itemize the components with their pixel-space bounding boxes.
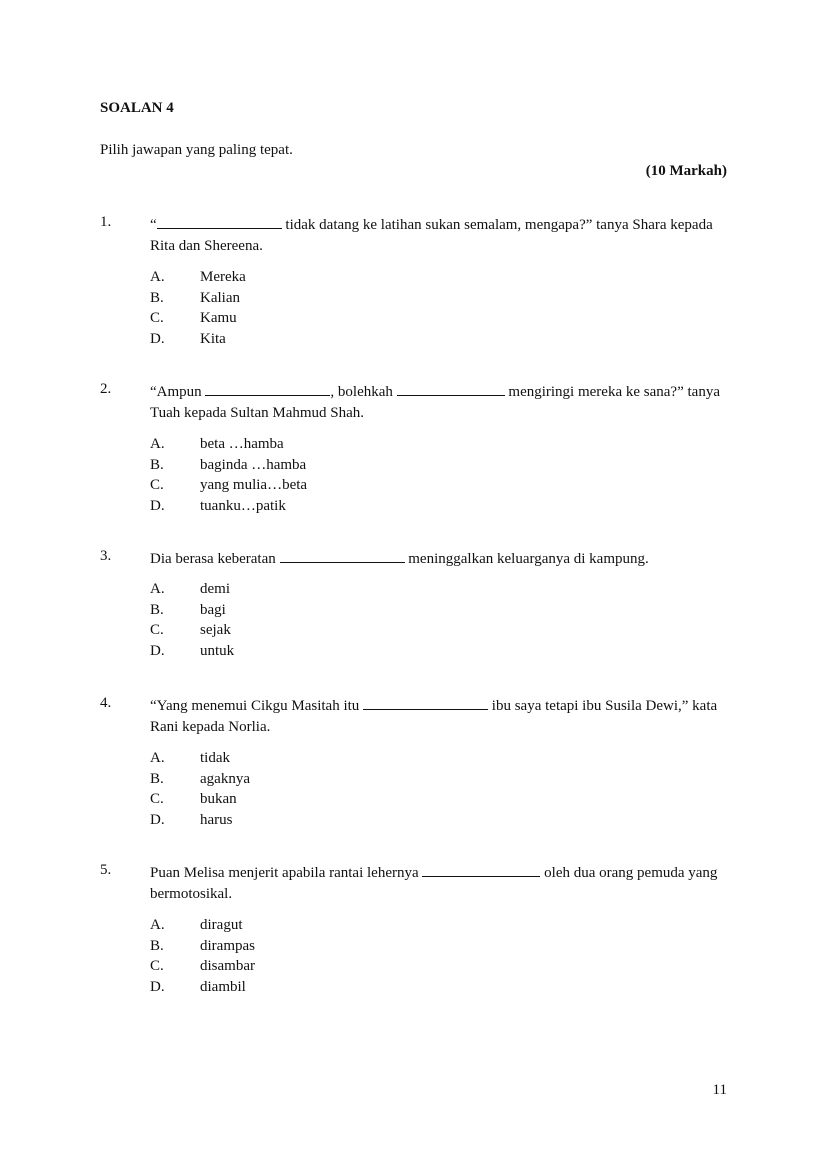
option-item	[150, 748, 550, 769]
question-text: “Yang menemui Cikgu Masitah itu ibu saya tetapi ibu Susila Dewi,” kata Rani kepada Norlia.	[150, 695, 727, 738]
question-number: 5.	[100, 862, 112, 878]
option-letter: C.	[150, 310, 164, 327]
question-text: “Ampun , bolehkah mengiringi mereka ke sana?” tanya Tuah kepada Sultan Mahmud Shah.	[150, 381, 727, 424]
option-list	[150, 434, 550, 517]
option-item	[150, 810, 550, 831]
option-letter: D.	[150, 643, 165, 660]
option-text: bukan	[200, 791, 237, 808]
question-text: Puan Melisa menjerit apabila rantai lehernya oleh dua orang pemuda yang bermotosikal.	[150, 862, 727, 905]
option-text: Mereka	[200, 269, 246, 285]
question-number: 2.	[100, 381, 112, 397]
option-text: bagi	[200, 601, 226, 618]
option-text: diambil	[200, 979, 246, 996]
option-text: dirampas	[200, 937, 255, 954]
option-list	[150, 579, 550, 662]
section-title: SOALAN 4	[100, 100, 174, 116]
answer-blank	[397, 381, 505, 396]
option-letter: C.	[150, 622, 164, 639]
option-letter: B.	[150, 601, 164, 618]
option-letter: B.	[150, 456, 164, 473]
option-letter: D.	[150, 979, 165, 996]
option-text: tidak	[200, 750, 230, 766]
option-text: disambar	[200, 958, 255, 975]
option-item	[150, 455, 550, 476]
option-letter: A.	[150, 436, 165, 452]
option-text: beta …hamba	[200, 436, 284, 452]
answer-blank	[363, 695, 488, 710]
option-letter: A.	[150, 750, 165, 766]
option-item	[150, 915, 550, 936]
option-text: diragut	[200, 917, 243, 933]
option-letter: C.	[150, 791, 164, 808]
option-letter: A.	[150, 917, 165, 933]
option-letter: D.	[150, 498, 165, 515]
option-item	[150, 956, 550, 977]
option-letter: D.	[150, 812, 165, 829]
answer-blank	[280, 548, 405, 563]
option-item	[150, 936, 550, 957]
option-text: baginda …hamba	[200, 456, 307, 473]
option-text: untuk	[200, 643, 235, 660]
answer-blank	[422, 862, 540, 877]
instruction-text: Pilih jawapan yang paling tepat.	[100, 142, 293, 158]
question-number: 3.	[100, 548, 112, 564]
answer-blank	[157, 214, 282, 229]
option-text: demi	[200, 581, 230, 597]
option-text: Kamu	[200, 310, 237, 327]
option-letter: D.	[150, 331, 165, 348]
option-letter: C.	[150, 958, 164, 975]
option-text: agaknya	[200, 770, 250, 787]
option-letter: B.	[150, 770, 164, 787]
option-letter: C.	[150, 477, 164, 494]
option-letter: B.	[150, 937, 164, 954]
option-letter: A.	[150, 269, 165, 285]
option-item	[150, 977, 550, 998]
option-text: harus	[200, 812, 233, 829]
question-number: 4.	[100, 695, 112, 711]
question-text: “ tidak datang ke latihan sukan semalam, mengapa?” tanya Shara kepada Rita dan Shereena.	[150, 214, 727, 257]
option-item	[150, 329, 550, 350]
option-item	[150, 579, 550, 600]
option-letter: B.	[150, 289, 164, 306]
option-item	[150, 769, 550, 790]
question-number: 1.	[100, 214, 112, 230]
option-item	[150, 434, 550, 455]
option-item	[150, 600, 550, 621]
option-list	[150, 748, 550, 831]
option-text: yang mulia…beta	[200, 477, 308, 494]
option-text: sejak	[200, 622, 231, 639]
marks-label: (10 Markah)	[645, 163, 727, 179]
answer-blank	[205, 381, 330, 396]
option-text: tuanku…patik	[200, 498, 286, 515]
option-text: Kita	[200, 331, 226, 348]
option-item	[150, 496, 550, 517]
option-item	[150, 267, 550, 288]
option-list	[150, 915, 550, 998]
option-item	[150, 789, 550, 810]
option-item	[150, 308, 550, 329]
option-text: Kalian	[200, 289, 240, 306]
option-item	[150, 641, 550, 662]
option-letter: A.	[150, 581, 165, 597]
option-item	[150, 288, 550, 309]
option-item	[150, 620, 550, 641]
option-item	[150, 475, 550, 496]
page-number: 11	[712, 1082, 727, 1098]
option-list	[150, 267, 550, 350]
question-text: Dia berasa keberatan meninggalkan keluarganya di kampung.	[150, 548, 727, 570]
